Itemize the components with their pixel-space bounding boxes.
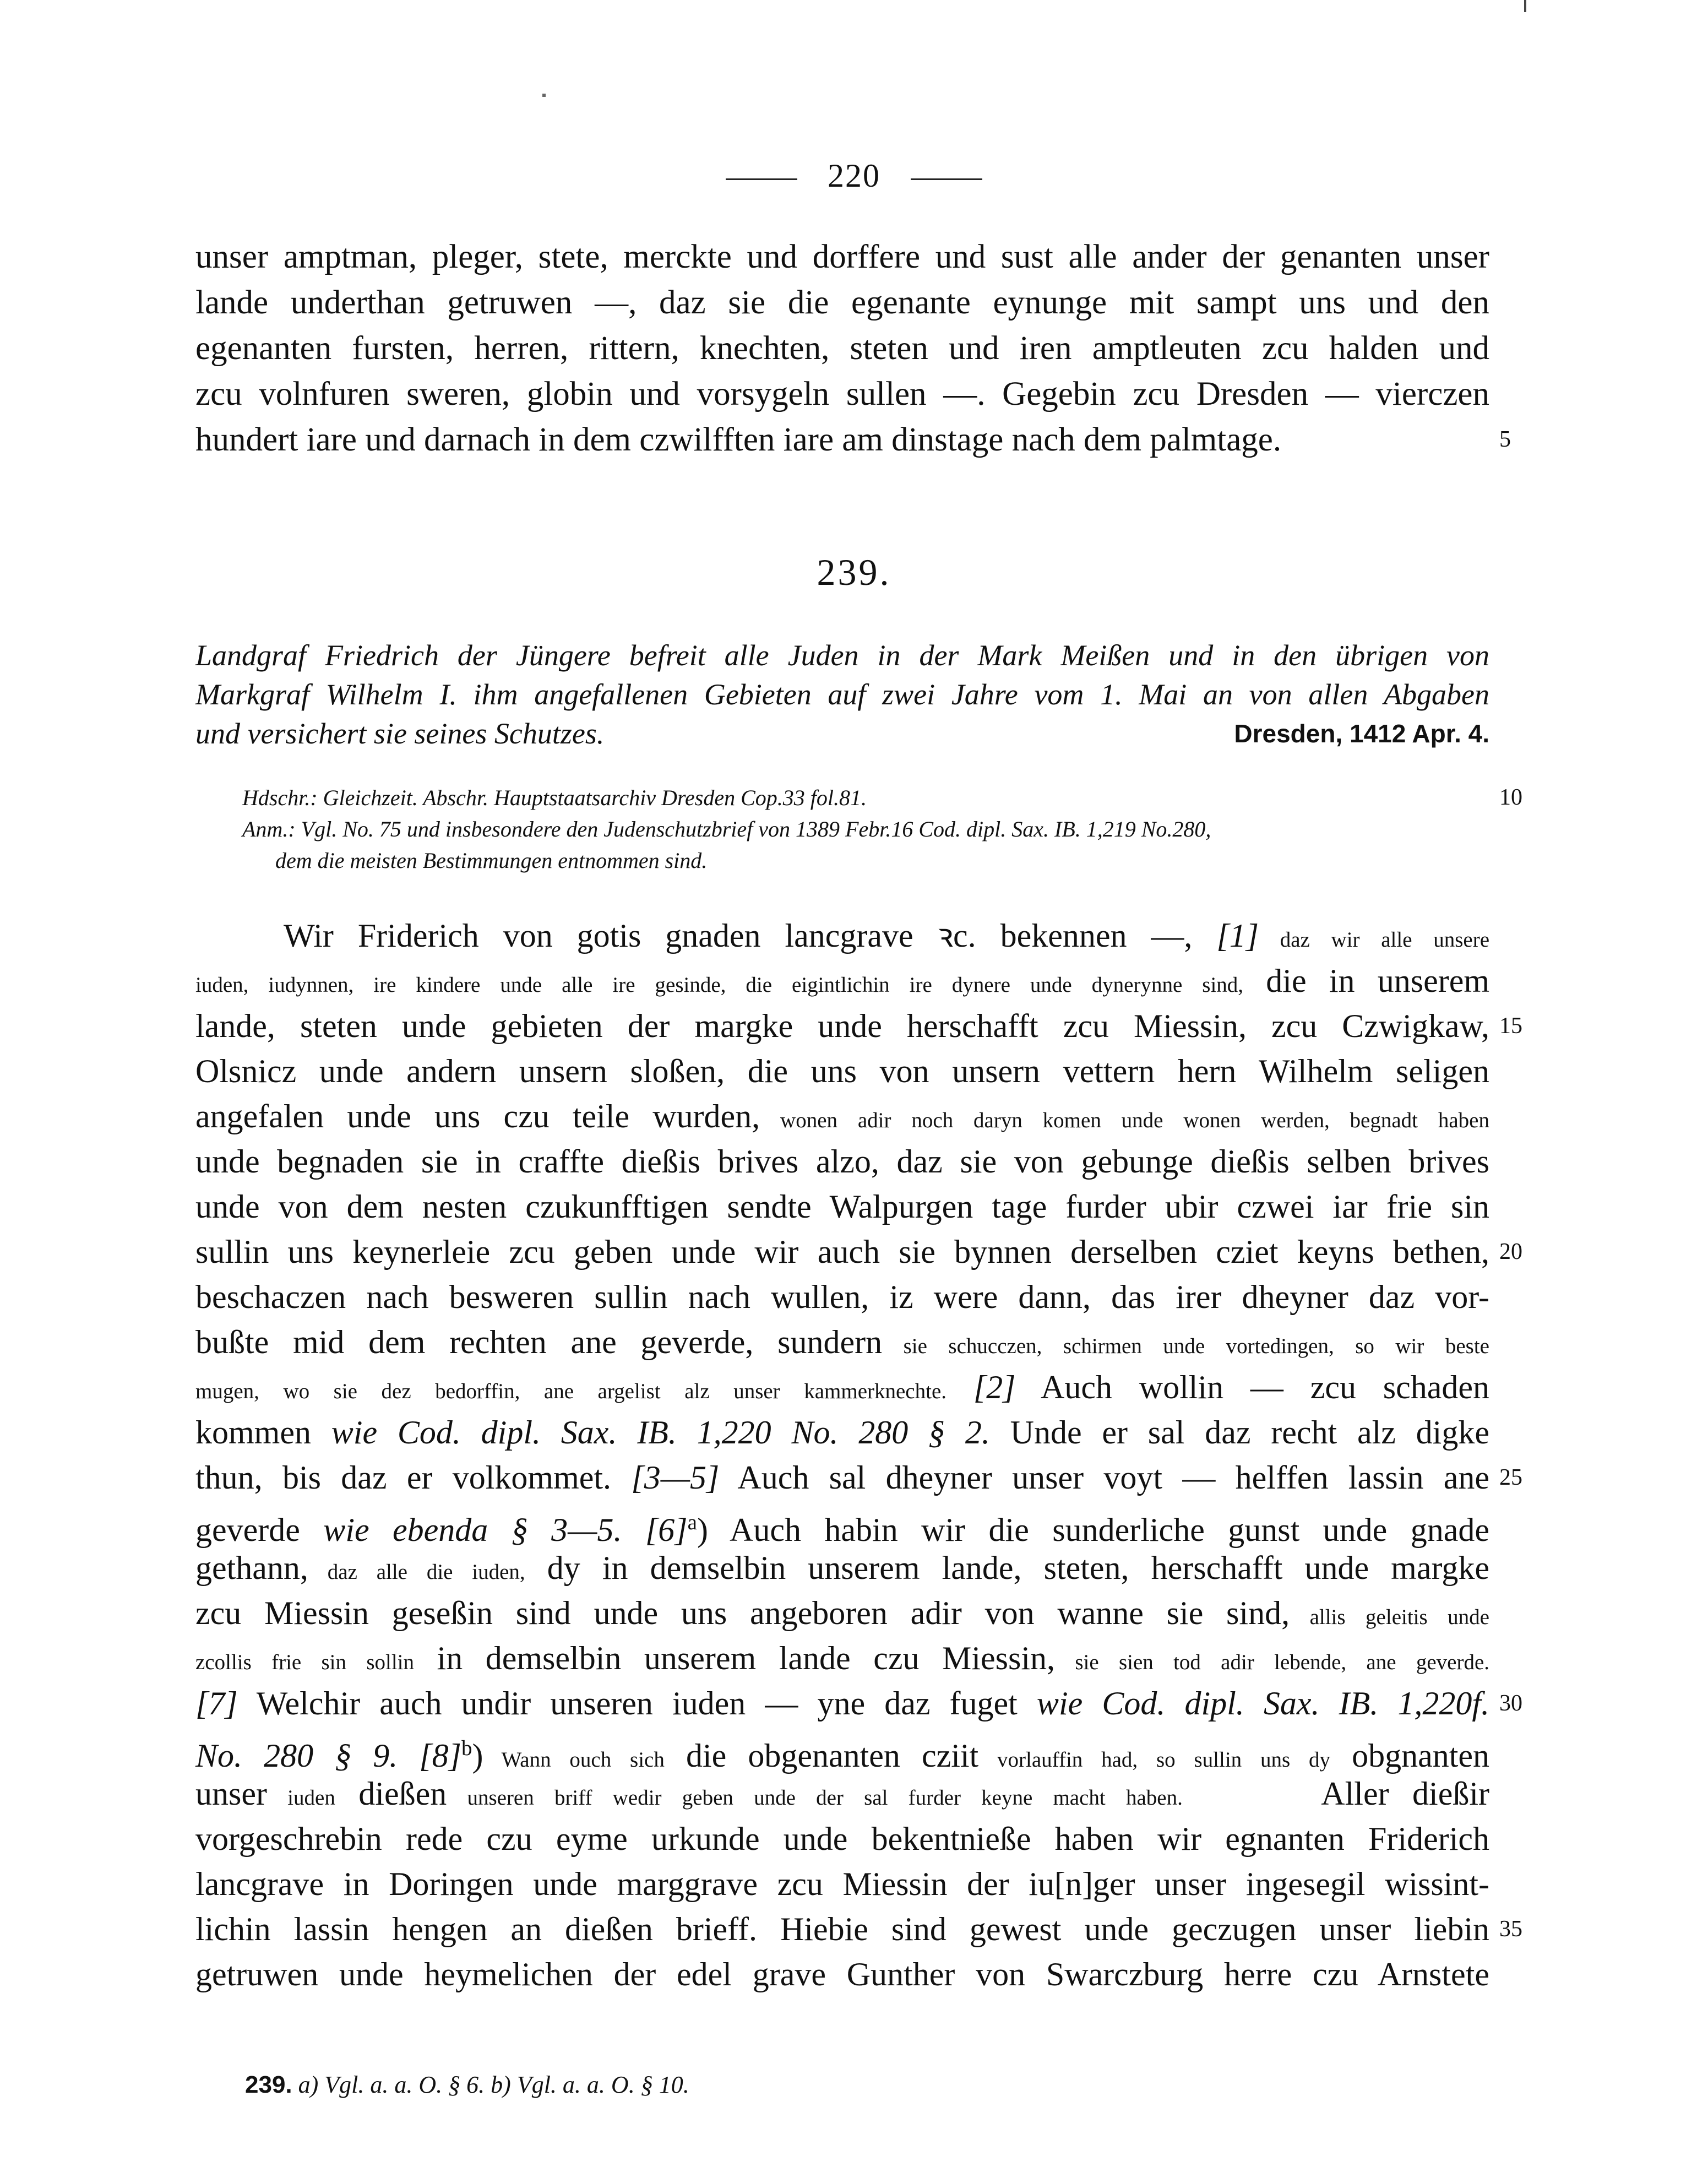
paragraph-marker: [3—5] — [631, 1459, 720, 1496]
editorial-reference: wie Cod. dipl. Sax. IB. 1,220 No. 280 § 2. — [331, 1414, 990, 1451]
text-segment-small: Wann ouch sich — [483, 1748, 665, 1772]
note-manuscript: Hdschr.: Gleichzeit. Abschr. Hauptstaatsarchiv Dresden Cop.33 fol.81. — [242, 785, 867, 810]
text-line — [195, 1319, 1489, 1365]
text-segment: gethann, — [195, 1550, 308, 1586]
regest-line-3: und versichert sie seines Schutzes. — [195, 717, 605, 750]
text-segment-small: vorlauffin had, so sullin uns dy — [978, 1748, 1330, 1772]
paragraph-marker: [7] — [195, 1685, 238, 1722]
text-line: Olsnicz unde andern unsern sloßen, die uns von unsern vettern hern Wilhelm seligen — [195, 1053, 1489, 1089]
text-line — [195, 1094, 1489, 1139]
line-number: 10 — [1499, 785, 1522, 810]
text-segment: Auch wollin — zcu schaden — [1015, 1369, 1489, 1405]
text-segment: Aller dießir — [1182, 1775, 1489, 1812]
text-segment: geverde — [195, 1512, 324, 1548]
line-number: 5 — [1499, 427, 1511, 452]
text-line — [195, 1455, 1522, 1500]
text-segment: dy in demselbin unserem lande, steten, herschafft unde margke — [525, 1550, 1490, 1586]
text-segment: die obgenanten cziit — [664, 1737, 979, 1774]
text-line-5: hundert iare und darnach in dem czwilfften iare am dinstage nach dem palmtage. — [195, 421, 1282, 458]
text-segment: sullin uns keynerleie zcu geben unde wir auch sie bynnen derselben cziet keyns bethen, — [195, 1234, 1489, 1270]
text-segment-small: daz alle die iuden, — [308, 1560, 525, 1584]
text-segment: lande, steten unde gebieten der margke unde herschafft zcu Miessin, zcu Czwigkaw, — [195, 1008, 1489, 1044]
paragraph-marker: [1] — [1216, 917, 1259, 954]
text-segment: in demselbin unserem lande czu Miessin, — [414, 1640, 1056, 1676]
regest-line: Markgraf Wilhelm I. ihm angefallenen Gebieten auf zwei Jahre vom 1. Mai an von allen Abgaben — [195, 678, 1489, 711]
text-segment-small: sie sien tod adir lebende, ane geverde. — [1055, 1650, 1489, 1674]
text-line: unde begnaden sie in craffte dießis brives alzo, daz sie von gebunge dießis selben brives — [195, 1143, 1489, 1180]
text-line: vorgeschrebin rede czu eyme urkunde unde bekentnieße haben wir egnanten Friderich — [195, 1821, 1489, 1857]
text-line: unde von dem nesten czukunfftigen sendte Walpurgen tage furder ubir czwei iar frie sin — [195, 1188, 1489, 1225]
text-segment: Wir Friderich von gotis gnaden lancgrave ꝛc. bekennen —, — [284, 917, 1217, 954]
text-segment: zcu Miessin geseßin sind unde uns angeboren adir von wanne sie sind, — [195, 1595, 1290, 1631]
text-segment: Welchir auch undir unseren iuden — yne daz fuget — [237, 1685, 1037, 1722]
line-number: 25 — [1499, 1465, 1522, 1490]
text-segment-small: mugen, wo sie dez bedorffin, ane argelist alz unser kammerknechte. — [195, 1380, 947, 1403]
line-number: 15 — [1499, 1013, 1522, 1039]
text-segment: obgnanten — [1330, 1737, 1490, 1774]
text-line — [195, 1636, 1489, 1681]
text-segment: Unde er sal daz recht alz digke — [989, 1414, 1489, 1451]
text-segment: Auch sal dheyner unser voyt — helffen lassin ane — [719, 1459, 1489, 1496]
page-number-dash-right — [911, 178, 982, 180]
text-line — [195, 1907, 1522, 1952]
text-line: lande underthan getruwen —, daz sie die egenante eynunge mit sampt uns und den — [195, 284, 1489, 321]
place-date: Dresden, 1412 Apr. 4. — [1234, 719, 1489, 748]
text-line: beschaczen nach besweren sullin nach wullen, iz were dann, das irer dheyner daz vor- — [195, 1279, 1489, 1315]
text-segment: ) Auch habin wir die sunderliche gunst unde gnade — [697, 1512, 1489, 1548]
continuation-text — [195, 234, 1511, 463]
scan-dot — [542, 94, 546, 97]
footnote-marker: b — [461, 1736, 472, 1760]
text-line — [195, 958, 1489, 1003]
source-notes — [242, 782, 1522, 876]
page-number — [0, 157, 1708, 195]
footnotes — [245, 2071, 689, 2099]
text-segment-small: iuden, iudynnen, ire kindere unde alle ire gesinde, die eigintlichin ire dynere unde dynerynne sind, — [195, 973, 1244, 997]
text-segment-small: iuden — [266, 1786, 335, 1810]
text-line: unser amptman, pleger, stete, merckte und dorffere und sust alle ander der genanten unser — [195, 238, 1489, 275]
text-line — [195, 1771, 1489, 1816]
document-number: 239. — [817, 551, 891, 593]
scan-mark — [1524, 0, 1526, 12]
text-line — [195, 1410, 1489, 1455]
text-segment: lichin lassin hengen an dießen brieff. Hiebie sind gewest unde geczugen unser liebin — [195, 1911, 1489, 1947]
text-line — [195, 1545, 1489, 1590]
text-line: lancgrave in Doringen unde marggrave zcu Miessin der iu[n]ger unser ingesegil wissint- — [195, 1866, 1489, 1902]
regest — [195, 636, 1489, 753]
text-line — [195, 1500, 1489, 1548]
editorial-reference: wie Cod. dipl. Sax. IB. 1,220f. — [1036, 1685, 1489, 1722]
text-line — [195, 1590, 1489, 1636]
text-segment-small: unseren briff wedir geben unde der sal furder keyne macht haben. — [447, 1786, 1183, 1810]
footnote-marker: a — [687, 1511, 697, 1534]
line-number: 20 — [1499, 1239, 1522, 1264]
text-segment-small: allis geleitis unde — [1290, 1605, 1489, 1629]
text-line: egenanten fursten, herren, rittern, knechten, steten und iren amptleuten zcu halden und — [195, 330, 1489, 367]
text-line — [195, 1003, 1522, 1049]
text-segment-small: sie schucczen, schirmen unde vortedingen, so wir beste — [882, 1334, 1489, 1358]
text-segment: thun, bis daz er volkommet. — [195, 1459, 632, 1496]
text-segment: die in unserem — [1243, 963, 1489, 999]
page-number-dash-left — [726, 178, 797, 180]
text-segment: kommen — [195, 1414, 331, 1451]
text-line: getruwen unde heymelichen der edel grave Gunther von Swarczburg herre czu Arnstete — [195, 1956, 1489, 1992]
text-segment: ) — [472, 1737, 483, 1774]
line-number: 35 — [1499, 1916, 1522, 1942]
line-number: 30 — [1499, 1691, 1522, 1716]
text-segment: bußte mid dem rechten ane geverde, sundern — [195, 1324, 883, 1360]
note-remark-cont: dem die meisten Bestimmungen entnommen sind. — [275, 848, 708, 873]
text-segment: angefalen unde uns czu teile wurden, — [195, 1098, 760, 1134]
text-segment-small: daz wir alle unsere — [1259, 928, 1490, 952]
footnote-text: a) Vgl. a. a. O. § 6. b) Vgl. a. a. O. § 10. — [292, 2071, 689, 2098]
text-line — [195, 913, 1489, 958]
editorial-reference: No. 280 § 9. [8] — [195, 1737, 461, 1774]
text-line — [195, 1365, 1489, 1410]
text-line — [195, 1681, 1522, 1726]
text-line-with-number — [195, 417, 1511, 463]
page-number-value: 220 — [828, 158, 880, 194]
text-line — [195, 1229, 1522, 1274]
text-line — [195, 1726, 1490, 1774]
regest-line: Landgraf Friedrich der Jüngere befreit alle Juden in der Mark Meißen und in den übrigen von — [195, 639, 1489, 672]
text-segment-small: zcollis frie sin sollin — [195, 1650, 414, 1674]
note-remark: Anm.: Vgl. No. 75 und insbesondere den Judenschutzbrief von 1389 Febr.16 Cod. dipl. Sax. IB. 1,219 No.280, — [242, 817, 1211, 841]
editorial-reference: wie ebenda § 3—5. [6] — [323, 1512, 688, 1548]
text-segment: unser — [195, 1775, 267, 1812]
text-segment: dießen — [335, 1775, 447, 1812]
regest-line-last — [195, 714, 1489, 753]
text-line: zcu volnfuren sweren, globin und vorsygeln sullen —. Gegebin zcu Dresden — vierczen — [195, 376, 1489, 412]
note-line — [242, 782, 1522, 813]
text-segment-small: wonen adir noch daryn komen unde wonen werden, begnadt haben — [760, 1109, 1489, 1132]
document-text — [195, 913, 1522, 1997]
footnote-doc-ref: 239. — [245, 2071, 292, 2098]
paragraph-marker: [2] — [947, 1369, 1016, 1405]
